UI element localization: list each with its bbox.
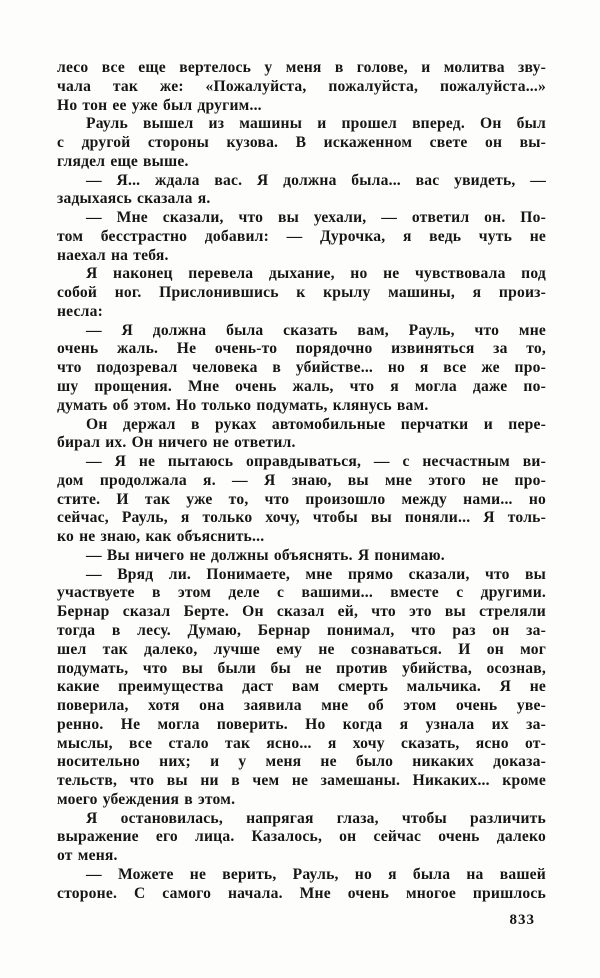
text-line: носительно них; и у меня не было никаких доказа- [57, 753, 546, 771]
text-line: думать об этом. Но только подумать, клянусь вам. [57, 396, 429, 414]
text-line: какие преимущества даст вам смерть мальчика. Я не [57, 678, 546, 696]
text-line: наехал на тебя. [57, 246, 169, 264]
text-line: Но тон ее уже был другим... [57, 96, 262, 114]
text-line: шел так далеко, лучше ему не сознаваться. И он мог [57, 640, 546, 658]
text-line: Я наконец перевела дыхание, но не чувствовала под [86, 265, 546, 283]
text-line: участвуете в этом деле с вашими... вместе с другими. [57, 584, 546, 602]
text-line: стите. И так уже то, что произошло между нами... но [57, 490, 546, 508]
text-line: от меня. [57, 847, 118, 865]
text-line: задыхаясь сказала я. [57, 190, 211, 208]
text-line: тогда в лесу. Думаю, Бернар понимал, что раз он за- [57, 621, 546, 639]
text-line: стороне. С самого начала. Мне очень многое пришлось [57, 884, 546, 902]
text-line: с другой стороны кузова. В искаженном свете он вы- [57, 134, 546, 152]
text-line: ренно. Не могла поверить. Но когда я узнала их за- [57, 715, 546, 733]
text-line: бирал их. Он ничего не ответил. [57, 434, 296, 452]
text-line: сейчас, Рауль, я только хочу, чтобы вы поняли... Я толь- [57, 509, 546, 527]
page-text-block [57, 59, 546, 903]
text-line: — Можете не верить, Рауль, но я была на вашей [86, 865, 546, 883]
text-line: мыслы, все стало так ясно... я хочу сказать, ясно от- [57, 734, 546, 752]
text-line: собой ног. Прислонившись к крылу машины, я произ- [57, 284, 546, 302]
text-line: ко не знаю, как объяснить... [57, 528, 265, 546]
text-line: шу прощения. Мне очень жаль, что я могла даже по- [57, 378, 546, 396]
text-line: — Мне сказали, что вы уехали, — ответил он. По- [86, 209, 546, 227]
text-line: Я остановилась, напрягая глаза, чтобы различить [86, 809, 546, 827]
text-line: Он держал в руках автомобильные перчатки и пере- [86, 415, 546, 433]
text-line: несла: [57, 302, 103, 320]
text-line: глядел еще выше. [57, 152, 189, 170]
text-line: чала так же: «Пожалуйста, пожалуйста, пожалуйста...» [57, 77, 546, 95]
text-line: Бернар сказал Берте. Он сказал ей, что это вы стреляли [57, 603, 546, 621]
text-line: — Я не пытаюсь оправдываться, — с несчастным ви- [86, 453, 546, 471]
text-line: подумать, что вы были бы не против убийства, осознав, [57, 659, 546, 677]
text-line: — Я должна была сказать вам, Рауль, что мне [86, 321, 546, 339]
text-line: выражение его лица. Казалось, он сейчас очень далеко [57, 828, 546, 846]
text-line: — Вряд ли. Понимаете, мне прямо сказали, что вы [86, 565, 546, 583]
text-line: лесо все еще вертелось у меня в голове, и молитва зву- [57, 59, 546, 76]
text-line: поверила, хотя она заявила мне об этом очень уве- [57, 697, 546, 715]
page-number: 833 [509, 912, 535, 928]
text-line: — Вы ничего не должны объяснять. Я понимаю. [86, 546, 445, 564]
text-line: очень жаль. Не очень-то порядочно извиняться за то, [57, 340, 546, 358]
text-line: том бесстрастно добавил: — Дурочка, я ведь чуть не [57, 227, 546, 245]
text-line: дом продолжала я. — Я знаю, вы мне этого не про- [57, 471, 546, 489]
text-line: — Я... ждала вас. Я должна была... вас увидеть, — [86, 171, 546, 189]
text-line: моего убеждения в этом. [57, 790, 236, 808]
text-line: что подозревал человека в убийстве... но я все же про- [57, 359, 546, 377]
text-line: тельств, что вы ни в чем не замешаны. Никаких... кроме [57, 772, 546, 790]
text-line: Рауль вышел из машины и прошел вперед. Он был [86, 115, 546, 133]
